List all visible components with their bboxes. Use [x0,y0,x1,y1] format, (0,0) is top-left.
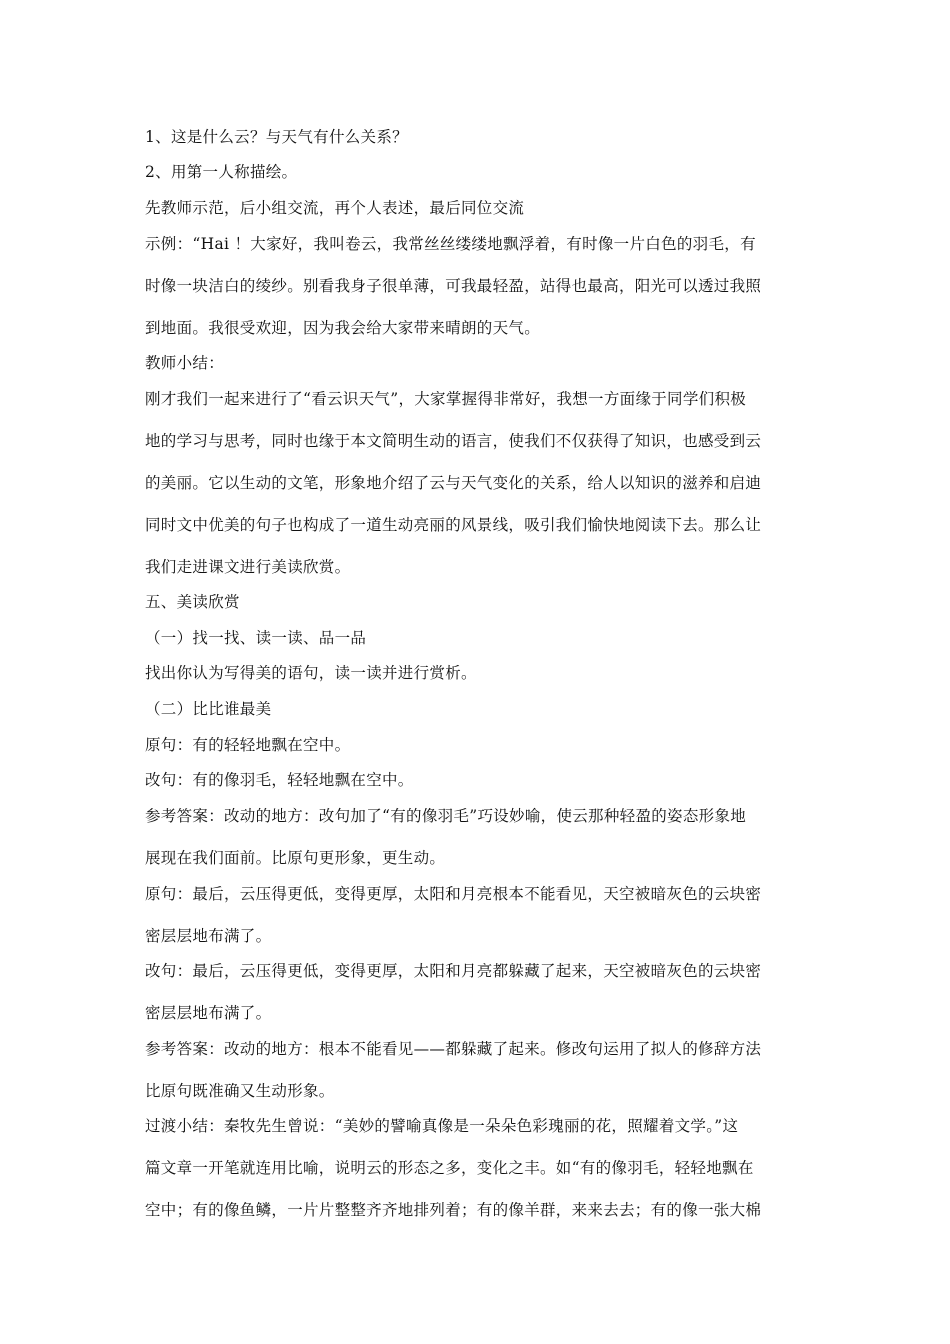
text-line: 的美丽。它以生动的文笔，形象地介绍了云与天气变化的关系，给人以知识的滋养和启迪 [145,474,762,492]
text-line: 我们走进课文进行美读欣赏。 [145,558,351,576]
text-line: 时像一块洁白的绫纱。别看我身子很单薄，可我最轻盈，站得也最高，阳光可以透过我照 [145,277,762,295]
subsection-heading: （二）比比谁最美 [145,700,272,718]
text-line: 密层层地布满了。 [145,1004,272,1022]
text-line: 地的学习与思考，同时也缘于本文简明生动的语言，使我们不仅获得了知识，也感受到云 [145,432,762,450]
subsection-heading: （一）找一找、读一读、品一品 [145,629,367,647]
text-line: 找出你认为写得美的语句，读一读并进行赏析。 [145,664,477,682]
text-line: 参考答案：改动的地方：改句加了“有的像羽毛”巧设妙喻，使云那种轻盈的姿态形象地 [145,807,747,825]
text-line: 刚才我们一起来进行了“看云识天气”，大家掌握得非常好，我想一方面缘于同学们积极 [145,390,747,408]
text-line: 原句：最后，云压得更低，变得更厚，太阳和月亮根本不能看见，天空被暗灰色的云块密 [145,885,762,903]
text-line: 空中；有的像鱼鳞，一片片整整齐齐地排列着；有的像羊群，来来去去；有的像一张大棉 [145,1201,762,1219]
text-line: 示例：“Hai ！大家好，我叫卷云，我常丝丝缕缕地飘浮着，有时像一片白色的羽毛，有 [145,235,756,253]
text-line: 原句：有的轻轻地飘在空中。 [145,736,351,754]
text-line: 篇文章一开笔就连用比喻，说明云的形态之多，变化之丰。如“有的像羽毛，轻轻地飘在 [145,1159,754,1177]
text-line: 密层层地布满了。 [145,927,272,945]
text-line: 到地面。我很受欢迎，因为我会给大家带来晴朗的天气。 [145,319,541,337]
section-heading: 五、美读欣赏 [145,593,240,611]
text-line: 参考答案：改动的地方：根本不能看见——都躲藏了起来。修改句运用了拟人的修辞方法 [145,1040,762,1058]
text-line: 比原句既准确又生动形象。 [145,1082,335,1100]
text-line: 先教师示范，后小组交流，再个人表述，最后同位交流 [145,199,525,217]
text-line: 教师小结： [145,354,225,372]
text-line: 同时文中优美的句子也构成了一道生动亮丽的风景线，吸引我们愉快地阅读下去。那么让 [145,516,762,534]
text-line: 2、用第一人称描绘。 [145,163,298,181]
text-line: 展现在我们面前。比原句更形象，更生动。 [145,849,446,867]
text-line: 过渡小结：秦牧先生曾说：“美妙的譬喻真像是一朵朵色彩瑰丽的花，照耀着文学。”这 [145,1117,739,1135]
text-line: 1、这是什么云？与天气有什么关系？ [145,128,408,146]
text-line: 改句：有的像羽毛，轻轻地飘在空中。 [145,771,414,789]
text-line: 改句：最后，云压得更低，变得更厚，太阳和月亮都躲藏了起来，天空被暗灰色的云块密 [145,962,762,980]
